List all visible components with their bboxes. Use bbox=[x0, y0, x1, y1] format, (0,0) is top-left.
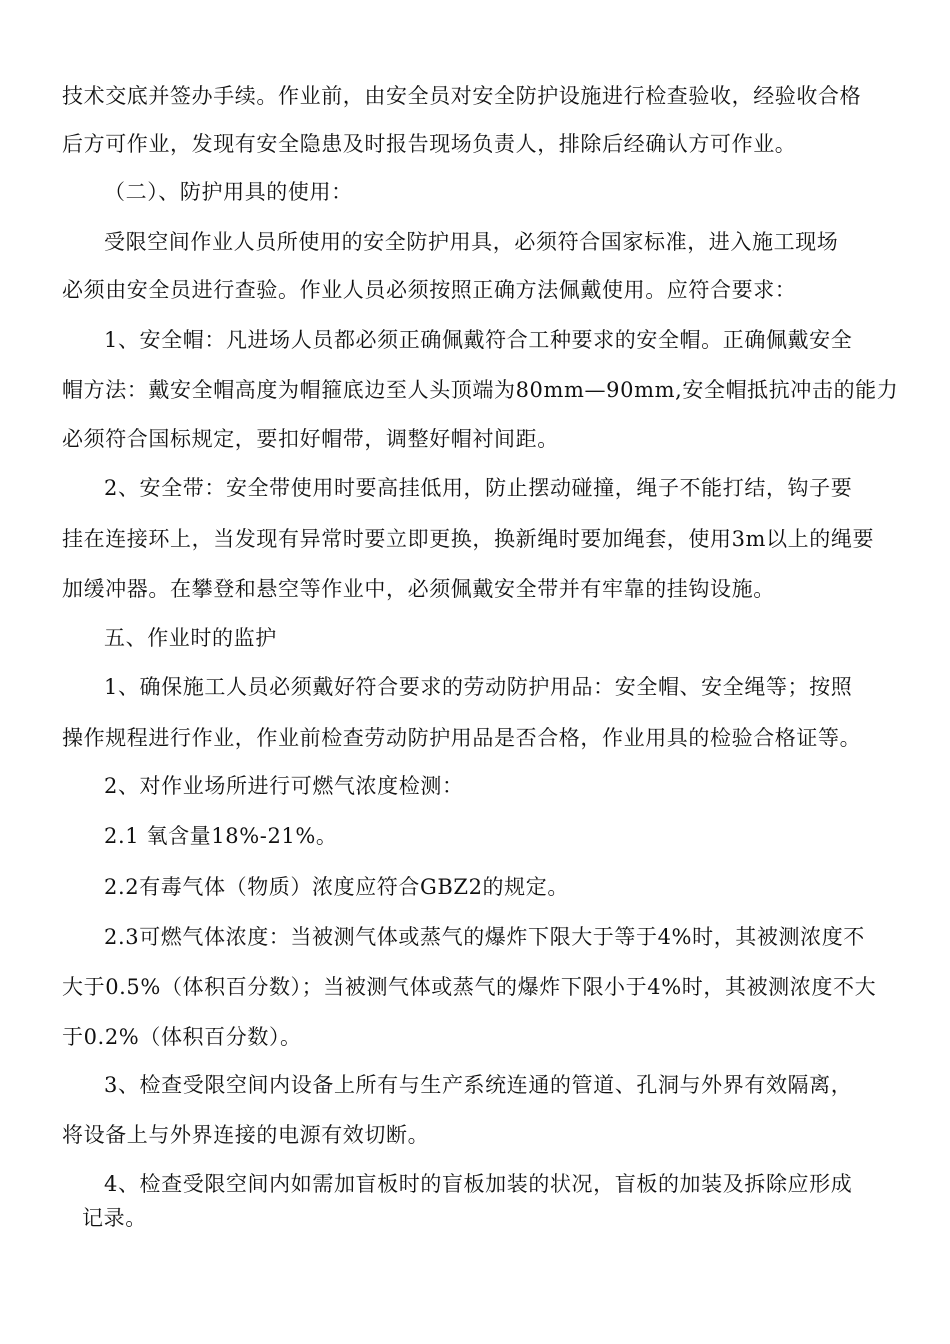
paragraph-line: 2、安全带：安全带使用时要高挂低用，防止摆动碰撞，绳子不能打结，钩子要 bbox=[104, 476, 853, 500]
paragraph-line: 3、检查受限空间内设备上所有与生产系统连通的管道、孔洞与外界有效隔离， bbox=[104, 1073, 853, 1097]
paragraph-line: 将设备上与外界连接的电源有效切断。 bbox=[62, 1123, 430, 1147]
paragraph-line: 必须符合国标规定，要扣好帽带，调整好帽衬间距。 bbox=[62, 427, 559, 451]
paragraph-line: 2、对作业场所进行可燃气浓度检测： bbox=[104, 774, 464, 798]
section-heading: （二）、防护用具的使用： bbox=[104, 180, 353, 204]
paragraph-line: 1、确保施工人员必须戴好符合要求的劳动防护用品：安全帽、安全绳等；按照 bbox=[104, 675, 853, 699]
paragraph-line: 于0.2%（体积百分数）。 bbox=[62, 1025, 302, 1049]
paragraph-line: 后方可作业，发现有安全隐患及时报告现场负责人，排除后经确认方可作业。 bbox=[62, 132, 797, 156]
paragraph-line: 挂在连接环上，当发现有异常时要立即更换，换新绳时要加绳套，使用3m以上的绳要 bbox=[62, 527, 875, 551]
paragraph-line: 2.2有毒气体（物质）浓度应符合GBZ2的规定。 bbox=[104, 875, 569, 899]
paragraph-line: 大于0.5%（体积百分数）；当被测气体或蒸气的爆炸下限小于4%时，其被测浓度不大 bbox=[62, 975, 877, 999]
paragraph-line: 操作规程进行作业，作业前检查劳动防护用品是否合格，作业用具的检验合格证等。 bbox=[62, 726, 862, 750]
paragraph-line: 技术交底并签办手续。作业前，由安全员对安全防护设施进行检查验收，经验收合格 bbox=[62, 84, 862, 108]
paragraph-line: 加缓冲器。在攀登和悬空等作业中，必须佩戴安全带并有牢靠的挂钩设施。 bbox=[62, 577, 775, 601]
paragraph-line: 受限空间作业人员所使用的安全防护用具，必须符合国家标准，进入施工现场 bbox=[104, 230, 839, 254]
paragraph-line: 记录。 bbox=[82, 1206, 147, 1230]
paragraph-line: 帽方法：戴安全帽高度为帽箍底边至人头顶端为80mm—90mm,安全帽抵抗冲击的能力 bbox=[62, 378, 899, 402]
paragraph-line: 4、检查受限空间内如需加盲板时的盲板加装的状况，盲板的加装及拆除应形成 bbox=[104, 1172, 853, 1196]
paragraph-line: 必须由安全员进行查验。作业人员必须按照正确方法佩戴使用。应符合要求： bbox=[62, 278, 797, 302]
section-heading: 五、作业时的监护 bbox=[104, 626, 277, 650]
paragraph-line: 2.1 氧含量18%-21%。 bbox=[104, 824, 338, 848]
paragraph-line: 1、安全帽：凡进场人员都必须正确佩戴符合工种要求的安全帽。正确佩戴安全 bbox=[104, 328, 853, 352]
paragraph-line: 2.3可燃气体浓度：当被测气体或蒸气的爆炸下限大于等于4%时，其被测浓度不 bbox=[104, 925, 865, 949]
